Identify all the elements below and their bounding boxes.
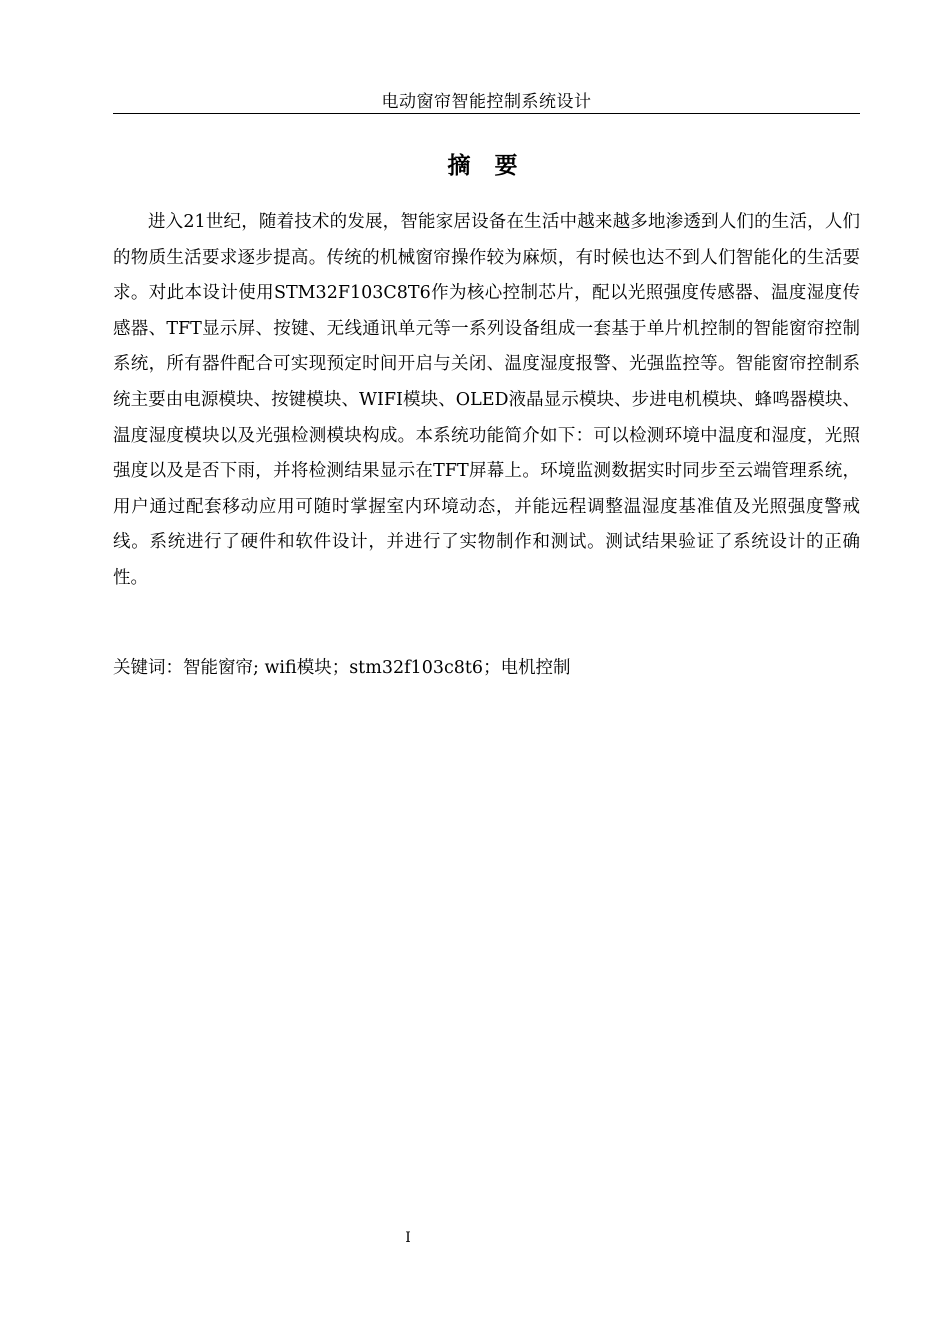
keywords-line: 关键词：智能窗帘; wifi模块；stm32f103c8t6；电机控制 — [113, 658, 571, 678]
header-divider — [113, 113, 860, 114]
running-header-title: 电动窗帘智能控制系统设计 — [381, 92, 592, 112]
page-number: I — [405, 1230, 411, 1246]
abstract-heading: 摘 要 — [447, 152, 526, 179]
abstract-paragraph: 进入21世纪，随着技术的发展，智能家居设备在生活中越来越多地渗透到人们的生活，人们的物质生活要求逐步提高。传统的机械窗帘操作较为麻烦，有时候也达不到人们智能化的生活要求。对此本设计使用STM32F103C8T6作为核心控制芯片，配以光照强度传感器、温度湿度传感器、TFT显示屏、按键、无线通讯单元等一系列设备组成一套基于单片机控制的智能窗帘控制系统，所有器件配合可实现预定时间开启与关闭、温度湿度报警、光强监控等。智能窗帘控制系统主要由电源模块、按键模块、WIFI模块、OLED液晶显示模块、步进电机模块、蜂鸣器模块、温度湿度模块以及光强检测模块构成。本系统功能简介如下：可以检测环境中温度和湿度，光照强度以及是否下雨，并将检测结果显示在TFT屏幕上。环境监测数据实时同步至云端管理系统，用户通过配套移动应用可随时掌握室内环境动态，并能远程调整温湿度基准值及光照强度警戒线。系统进行了硬件和软件设计，并进行了实物制作和测试。测试结果验证了系统设计的正确性。 — [113, 212, 860, 588]
